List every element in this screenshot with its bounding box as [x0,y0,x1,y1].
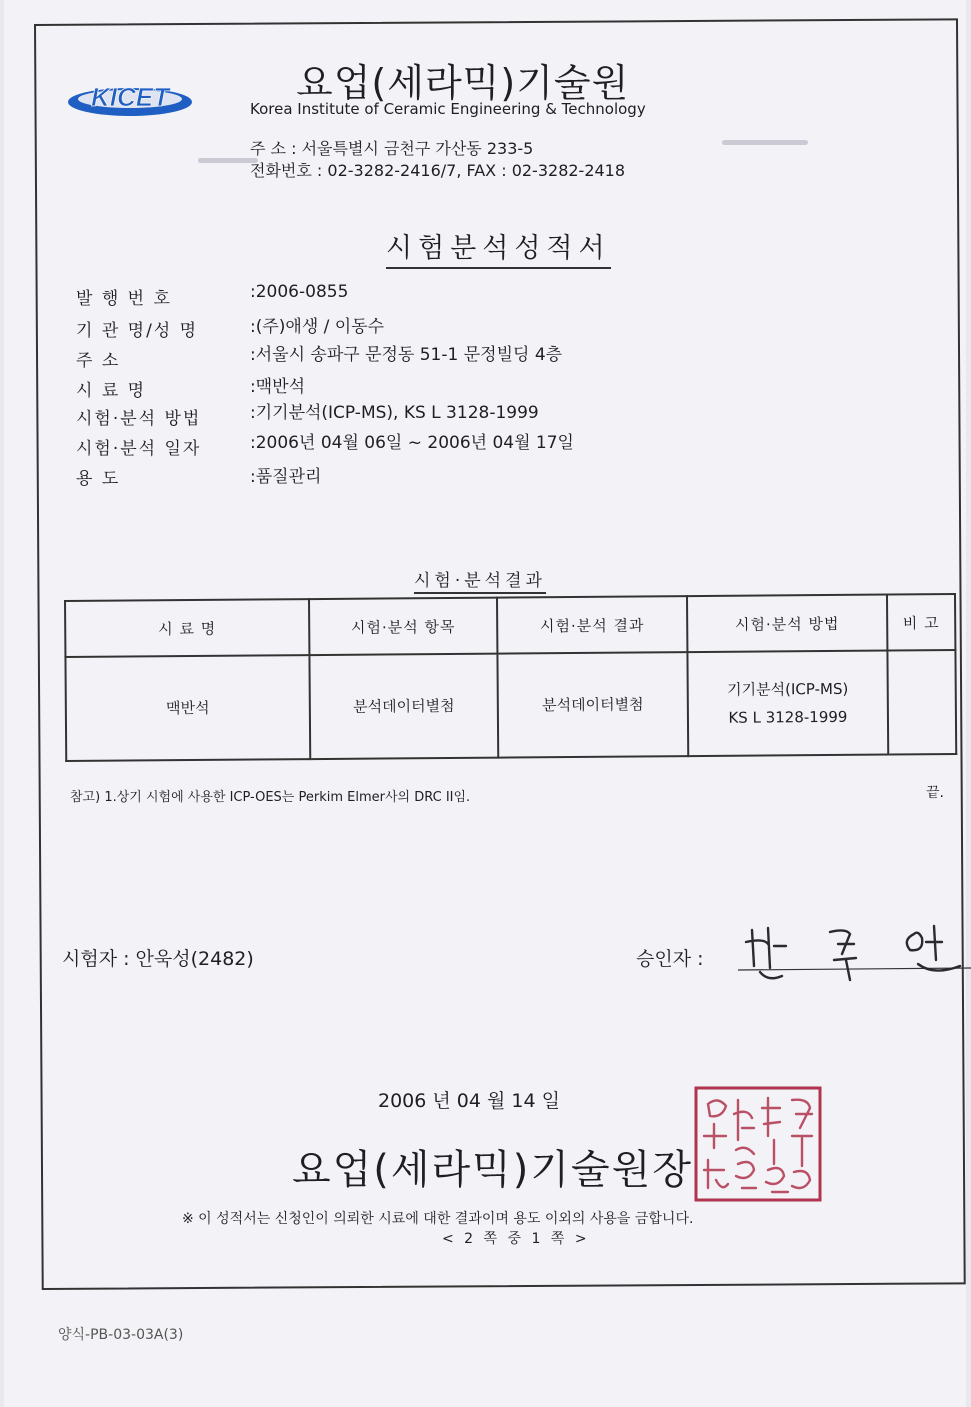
column-header-test-item: 시험·분석 항목 [309,598,497,655]
column-header-test-result: 시험·분석 결과 [497,596,687,653]
phone-value: 02-3282-2416/7, FAX : 02-3282-2418 [327,161,626,180]
column-header-sample: 시 료 명 [65,599,309,657]
info-label-test-date: 시험·분석 일자 [76,439,202,459]
column-header-remarks: 비 고 [887,594,955,651]
cell-remarks [887,650,956,755]
info-value-test-date: :2006년 04월 06일 ~ 2006년 04월 17일 [250,433,574,453]
approver-signature [738,916,971,986]
results-table [64,593,957,762]
info-label-sample-name: 시 료 명 [76,381,147,401]
results-section-title: 시험·분석결과 [414,566,546,594]
table-header-row [65,594,955,657]
info-label-purpose: 용 도 [76,469,121,489]
info-label-address: 주 소 [76,351,121,371]
tester-name: 시험자 : 안욱성(2482) [62,948,254,970]
official-seal [692,1084,824,1204]
form-code: 양식-PB-03-03A(3) [58,1327,184,1343]
phone-label: 전화번호 : [250,161,323,180]
cell-test-result: 분석데이터별첨 [497,652,688,757]
scan-smudge [722,140,808,145]
column-header-test-method: 시험·분석 방법 [687,595,887,653]
info-label-organization: 기 관 명/성 명 [76,321,199,341]
info-value-test-method: :기기분석(ICP-MS), KS L 3128-1999 [250,403,539,423]
info-value-organization: :(주)애생 / 이동수 [250,317,385,337]
issuing-authority: 요업(세라믹)기술원장 [292,1147,693,1193]
info-label-issue-number: 발 행 번 호 [76,289,172,309]
end-mark: 끝. [926,785,944,801]
kicet-logo [66,80,194,120]
institute-name-en: Korea Institute of Ceramic Engineering & Technology [250,100,646,118]
method-line-2: KS L 3128-1999 [728,707,848,727]
approver-label: 승인자 : [636,948,704,970]
address-value: 서울특별시 금천구 가산동 233-5 [301,139,534,158]
institute-name-kr: 요업(세라믹)기술원 [296,61,630,105]
address-label: 주 소 : [250,139,297,158]
cell-sample: 맥반석 [65,655,310,761]
page-indicator: < 2 쪽 중 1 쪽 > [442,1231,590,1247]
scan-smudge [198,158,258,163]
issue-date: 2006 년 04 월 14 일 [378,1090,560,1112]
info-value-sample-name: :맥반석 [250,377,305,397]
info-value-address: :서울시 송파구 문정동 51-1 문정빌딩 4층 [250,345,563,365]
info-label-test-method: 시험·분석 방법 [76,409,202,429]
info-value-issue-number: :2006-0855 [250,282,349,302]
usage-disclaimer: ※ 이 성적서는 신청인이 의뢰한 시료에 대한 결과이며 용도 이외의 사용을 금합니다. [182,1211,694,1227]
reference-note: 참고) 1.상기 시험에 사용한 ICP-OES는 Perkim Elmer사의 DRC II임. [70,790,471,805]
cell-test-item: 분석데이터별첨 [309,654,498,759]
method-line-1: 기기분석(ICP-MS) [727,679,849,699]
cell-test-method [687,651,888,757]
logo-text: KICET [91,82,169,112]
document-page [4,0,966,1407]
document-title: 시험분석성적서 [386,226,611,269]
table-row [65,650,956,761]
info-value-purpose: :품질관리 [250,467,322,487]
institute-address [250,136,533,159]
institute-phone [250,158,625,181]
